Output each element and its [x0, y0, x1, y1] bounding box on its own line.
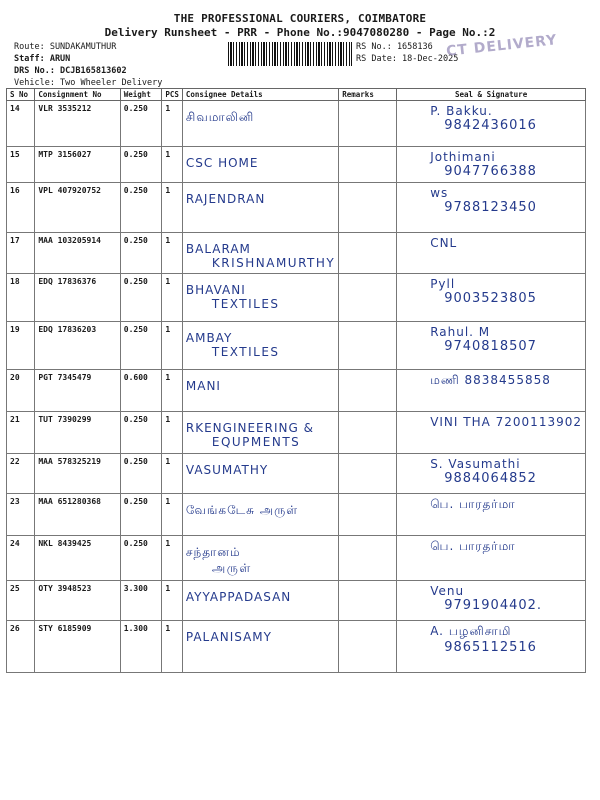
row-weight: 0.250 [120, 274, 162, 322]
consignee-name: MANI [185, 379, 221, 393]
rs-number: RS No.: 1658136 [356, 42, 433, 52]
row-sno: 18 [7, 274, 35, 322]
row-signature [397, 581, 586, 621]
row-consignee [182, 322, 338, 370]
table-row [7, 412, 586, 454]
row-remarks [339, 536, 397, 581]
row-weight: 0.250 [120, 454, 162, 494]
row-remarks [339, 101, 397, 147]
row-signature [397, 494, 586, 536]
row-sno: 19 [7, 322, 35, 370]
table-row [7, 233, 586, 274]
row-remarks [339, 233, 397, 274]
row-consignee [182, 233, 338, 274]
row-weight: 0.600 [120, 370, 162, 412]
route-info [14, 41, 162, 89]
row-pcs: 1 [162, 412, 183, 454]
runsheet-table [6, 88, 586, 673]
row-sno: 17 [7, 233, 35, 274]
signature-phone: 9791904402. [444, 598, 543, 613]
delivery-stamp: CT DELIVERY [445, 32, 559, 60]
consignee-name: வேங்கடேசு அருள் [185, 503, 299, 517]
signature-text: Jothimani [430, 150, 496, 164]
row-sno: 26 [7, 621, 35, 673]
row-consignee [182, 370, 338, 412]
row-signature [397, 621, 586, 673]
row-weight: 0.250 [120, 536, 162, 581]
table-row [7, 101, 586, 147]
row-consignment: EDQ 17836376 [35, 274, 120, 322]
signature-phone: 9884064852 [444, 471, 537, 486]
row-remarks [339, 454, 397, 494]
row-consignment: NKL 8439425 [35, 536, 120, 581]
signature-phone: 9740818507 [444, 339, 537, 354]
row-pcs: 1 [162, 233, 183, 274]
row-pcs: 1 [162, 101, 183, 147]
signature-text: P. Bakku. [430, 104, 493, 118]
row-signature [397, 101, 586, 147]
row-remarks [339, 621, 397, 673]
row-consignee [182, 454, 338, 494]
row-pcs: 1 [162, 581, 183, 621]
row-remarks [339, 274, 397, 322]
consignee-name-line2: அருள் [211, 561, 252, 575]
row-weight: 1.300 [120, 621, 162, 673]
row-weight: 0.250 [120, 494, 162, 536]
table-row [7, 322, 586, 370]
table-row [7, 370, 586, 412]
row-consignee [182, 183, 338, 233]
consignee-name: RAJENDRAN [185, 192, 266, 206]
table-row [7, 147, 586, 183]
signature-text: VINI THA 7200113902 [430, 415, 582, 429]
row-sno: 15 [7, 147, 35, 183]
rs-date: RS Date: 18-Dec-2025 [356, 54, 459, 64]
col-sno: S No [7, 89, 35, 101]
consignee-name-line2: EQUPMENTS [211, 435, 301, 449]
row-signature [397, 147, 586, 183]
drs-label: DRS No.: DCJB165813602 [14, 66, 127, 76]
row-consignment: PGT 7345479 [35, 370, 120, 412]
row-weight: 0.250 [120, 412, 162, 454]
row-signature [397, 183, 586, 233]
row-weight: 0.250 [120, 322, 162, 370]
row-consignment: MTP 3156027 [35, 147, 120, 183]
col-weight: Weight [120, 89, 162, 101]
consignee-name: RKENGINEERING & [185, 421, 314, 435]
row-consignee [182, 621, 338, 673]
row-sno: 20 [7, 370, 35, 412]
row-consignment: MAA 103205914 [35, 233, 120, 274]
consignee-name: CSC HOME [185, 156, 259, 170]
route-label: Route: SUNDAKAMUTHUR [14, 42, 117, 52]
signature-text: A. பழனிசாமி [430, 624, 512, 638]
row-pcs: 1 [162, 147, 183, 183]
row-sno: 23 [7, 494, 35, 536]
table-header-row [7, 89, 586, 101]
row-signature [397, 370, 586, 412]
vehicle-label: Vehicle: Two Wheeler Delivery [14, 78, 163, 88]
row-consignee [182, 581, 338, 621]
signature-text: Rahul. M [430, 325, 491, 339]
row-remarks [339, 183, 397, 233]
signature-phone: 9003523805 [444, 291, 537, 306]
signature-phone: 9788123450 [444, 200, 537, 215]
row-pcs: 1 [162, 370, 183, 412]
row-pcs: 1 [162, 322, 183, 370]
row-consignment: VPL 407920752 [35, 183, 120, 233]
row-pcs: 1 [162, 183, 183, 233]
table-row [7, 494, 586, 536]
col-remarks: Remarks [339, 89, 397, 101]
consignee-name: BHAVANI [185, 283, 246, 297]
consignee-name: சந்தானம் [185, 545, 241, 559]
row-consignment: EDQ 17836203 [35, 322, 120, 370]
row-consignee [182, 274, 338, 322]
consignee-name-line2: KRISHNAMURTHY [211, 256, 336, 270]
row-signature [397, 536, 586, 581]
signature-text: CNL [430, 236, 458, 250]
barcode [228, 42, 352, 66]
row-remarks [339, 370, 397, 412]
row-remarks [339, 412, 397, 454]
row-consignment: VLR 3535212 [35, 101, 120, 147]
row-sno: 14 [7, 101, 35, 147]
row-consignee [182, 494, 338, 536]
row-sno: 16 [7, 183, 35, 233]
row-sno: 24 [7, 536, 35, 581]
table-row [7, 581, 586, 621]
row-pcs: 1 [162, 274, 183, 322]
row-signature [397, 322, 586, 370]
consignee-name-line2: TEXTILES [211, 345, 280, 359]
row-consignment: MAA 578325219 [35, 454, 120, 494]
signature-text: Pyll [430, 277, 456, 291]
row-consignment: TUT 7390299 [35, 412, 120, 454]
signature-text: பெ. பாரதர்மா [430, 539, 516, 553]
col-signature: Seal & Signature [397, 89, 586, 101]
row-sno: 22 [7, 454, 35, 494]
page-title: THE PROFESSIONAL COURIERS, COIMBATORE [173, 12, 427, 25]
row-pcs: 1 [162, 494, 183, 536]
consignee-name: AMBAY [185, 331, 233, 345]
row-consignee [182, 536, 338, 581]
table-row [7, 183, 586, 233]
consignee-name: சிவமாலினி [185, 110, 255, 124]
consignee-name: PALANISAMY [185, 630, 272, 644]
row-remarks [339, 581, 397, 621]
row-signature [397, 454, 586, 494]
row-sno: 25 [7, 581, 35, 621]
table-row [7, 536, 586, 581]
table-row [7, 454, 586, 494]
row-signature [397, 274, 586, 322]
row-remarks [339, 494, 397, 536]
row-sno: 21 [7, 412, 35, 454]
staff-label: Staff: ARUN [14, 54, 71, 64]
row-consignment: OTY 3948523 [35, 581, 120, 621]
row-pcs: 1 [162, 536, 183, 581]
table-row [7, 621, 586, 673]
row-consignment: MAA 651280368 [35, 494, 120, 536]
col-consignee: Consignee Details [182, 89, 338, 101]
row-consignee [182, 101, 338, 147]
consignee-name: AYYAPPADASAN [185, 590, 292, 604]
col-consignment: Consignment No [35, 89, 120, 101]
table-row [7, 274, 586, 322]
runsheet-subtitle: Delivery Runsheet - PRR - Phone No.:9047080280 - Page No.:2 [104, 26, 496, 39]
row-signature [397, 412, 586, 454]
row-weight: 3.300 [120, 581, 162, 621]
row-weight: 0.250 [120, 233, 162, 274]
rs-info [356, 41, 458, 65]
row-pcs: 1 [162, 621, 183, 673]
signature-text: மணி 8838455858 [430, 373, 551, 387]
consignee-name: BALARAM [185, 242, 251, 256]
signature-text: ws [430, 186, 449, 200]
signature-text: Venu [430, 584, 465, 598]
row-consignment: STY 6185909 [35, 621, 120, 673]
col-pcs: PCS [162, 89, 183, 101]
row-signature [397, 233, 586, 274]
signature-phone: 9047766388 [444, 164, 537, 179]
row-consignee [182, 147, 338, 183]
row-pcs: 1 [162, 454, 183, 494]
signature-text: பெ. பாரதர்மா [430, 497, 516, 511]
row-weight: 0.250 [120, 101, 162, 147]
signature-text: S. Vasumathi [430, 457, 521, 471]
row-weight: 0.250 [120, 147, 162, 183]
row-consignee [182, 412, 338, 454]
consignee-name: VASUMATHY [185, 463, 269, 477]
signature-phone: 9842436016 [444, 118, 537, 133]
signature-phone: 9865112516 [444, 640, 537, 655]
row-weight: 0.250 [120, 183, 162, 233]
consignee-name-line2: TEXTILES [211, 297, 280, 311]
row-remarks [339, 322, 397, 370]
row-remarks [339, 147, 397, 183]
